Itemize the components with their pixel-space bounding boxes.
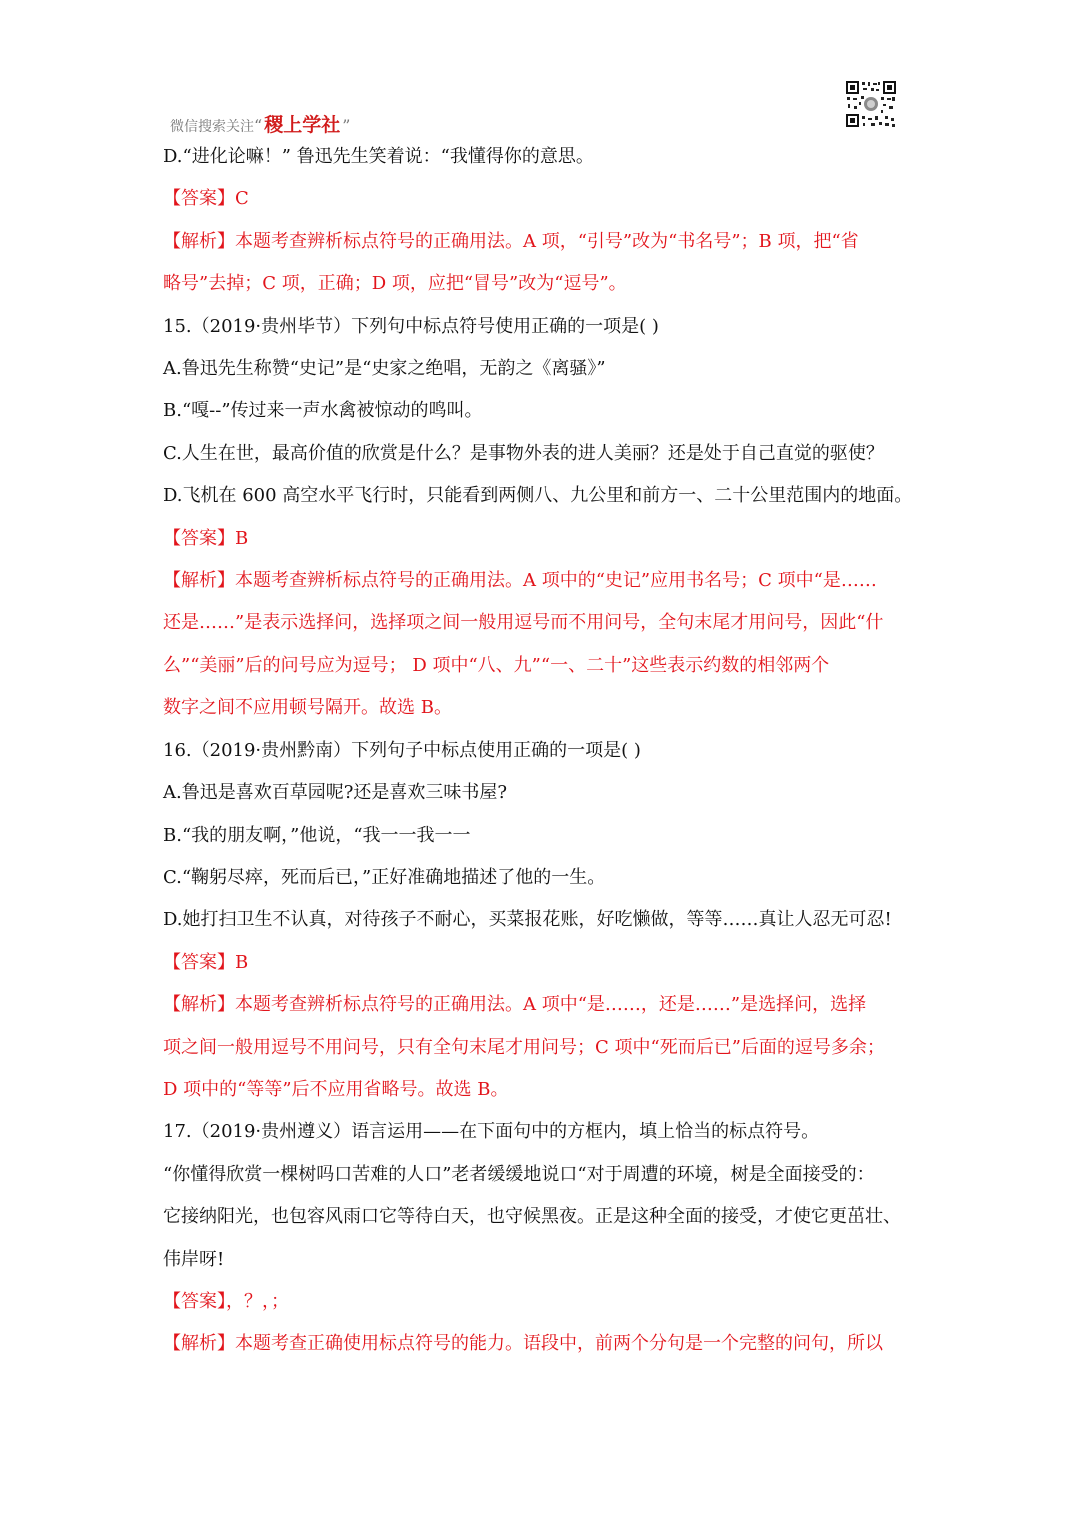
answer-line: 【解析】本题考查辨析标点符号的正确用法。A 项中的“史记”应用书名号；C 项中“是…… bbox=[163, 570, 877, 592]
answer-line: 项之间一般用逗号不用问号，只有全句末尾才用问号；C 项中“死而后已”后面的逗号多余； bbox=[163, 1036, 885, 1058]
question-line: 15.（2019·贵州毕节）下列句中标点符号使用正确的一项是( ) bbox=[163, 315, 659, 337]
question-line: “你懂得欣赏一棵树吗口苦难的人口”老者缓缓地说口“对于周遭的环境，树是全面接受的： bbox=[163, 1163, 875, 1185]
question-line: D.她打扫卫生不认真，对待孩子不耐心，买菜报花账，好吃懒做，等等……真让人忍无可忍! bbox=[163, 909, 892, 931]
question-line: D.飞机在 600 高空水平飞行时，只能看到两侧八、九公里和前方一、二十公里范围内的地面。 bbox=[163, 485, 913, 507]
answer-line: 【答案】B bbox=[163, 951, 249, 973]
question-line: A.鲁迅是喜欢百草园呢?还是喜欢三味书屋? bbox=[163, 782, 508, 804]
answer-line: D 项中的“等等”后不应用省略号。故选 B。 bbox=[163, 1078, 509, 1100]
answer-line: 数字之间不应用顿号隔开。故选 B。 bbox=[163, 697, 452, 719]
answer-line: 【解析】本题考查辨析标点符号的正确用法。A 项，“引号”改为“书名号”；B 项，把“省 bbox=[163, 230, 859, 252]
question-line: 16.（2019·贵州黔南）下列句子中标点使用正确的一项是( ) bbox=[163, 739, 641, 761]
question-line: D.“进化论嘛！” 鲁迅先生笑着说：“我懂得你的意思。 bbox=[163, 146, 594, 167]
question-line: B.“嘎--”传过来一声水禽被惊动的鸣叫。 bbox=[163, 400, 483, 422]
header-prefix: 微信搜索关注 bbox=[170, 119, 254, 135]
question-line: A.鲁迅先生称赞“史记”是“史家之绝唱，无韵之《离骚》” bbox=[163, 358, 606, 380]
answer-line: 略号”去掉；C 项，正确；D 项，应把“冒号”改为“逗号”。 bbox=[163, 273, 627, 295]
question-line: C.人生在世，最高价值的欣赏是什么？是事物外表的进人美丽？还是处于自己直觉的驱使？ bbox=[163, 442, 884, 464]
question-line: 它接纳阳光，也包容风雨口它等待白天，也守候黑夜。正是这种全面的接受，才使它更茁壮、 bbox=[163, 1206, 901, 1228]
answer-line: 【答案】B bbox=[163, 527, 249, 549]
question-line: 伟岸呀! bbox=[163, 1248, 225, 1270]
document-body bbox=[163, 136, 923, 1366]
answer-line: 么”“美丽”后的问号应为逗号； D 项中“八、九”“一、二十”这些表示约数的相邻两个 bbox=[163, 654, 830, 676]
answer-line: 还是……”是表示选择问，选择项之间一般用逗号而不用问号，全句末尾才用问号，因此“什 bbox=[163, 612, 884, 634]
answer-line: 【答案】，？，； bbox=[163, 1290, 289, 1312]
answer-line: 【解析】本题考查辨析标点符号的正确用法。A 项中“是……，还是……”是选择问，选择 bbox=[163, 994, 867, 1016]
header-brand: 稷上学社 bbox=[264, 114, 341, 136]
answer-line: 【解析】本题考查正确使用标点符号的能力。语段中，前两个分句是一个完整的问句，所以 bbox=[163, 1333, 883, 1355]
question-line: B.“我的朋友啊，”他说，“我一一我一一 bbox=[163, 824, 471, 846]
qr-code-icon bbox=[845, 80, 897, 128]
header-close-quote: ” bbox=[342, 116, 351, 135]
question-line: C.“鞠躬尽瘁，死而后已，”正好准确地描述了他的一生。 bbox=[163, 866, 606, 888]
header-open-quote: “ bbox=[254, 116, 263, 135]
answer-line: 【答案】C bbox=[163, 188, 249, 210]
page-header bbox=[170, 110, 350, 136]
question-line: 17.（2019·贵州遵义）语言运用——在下面句中的方框内，填上恰当的标点符号。 bbox=[163, 1121, 820, 1143]
